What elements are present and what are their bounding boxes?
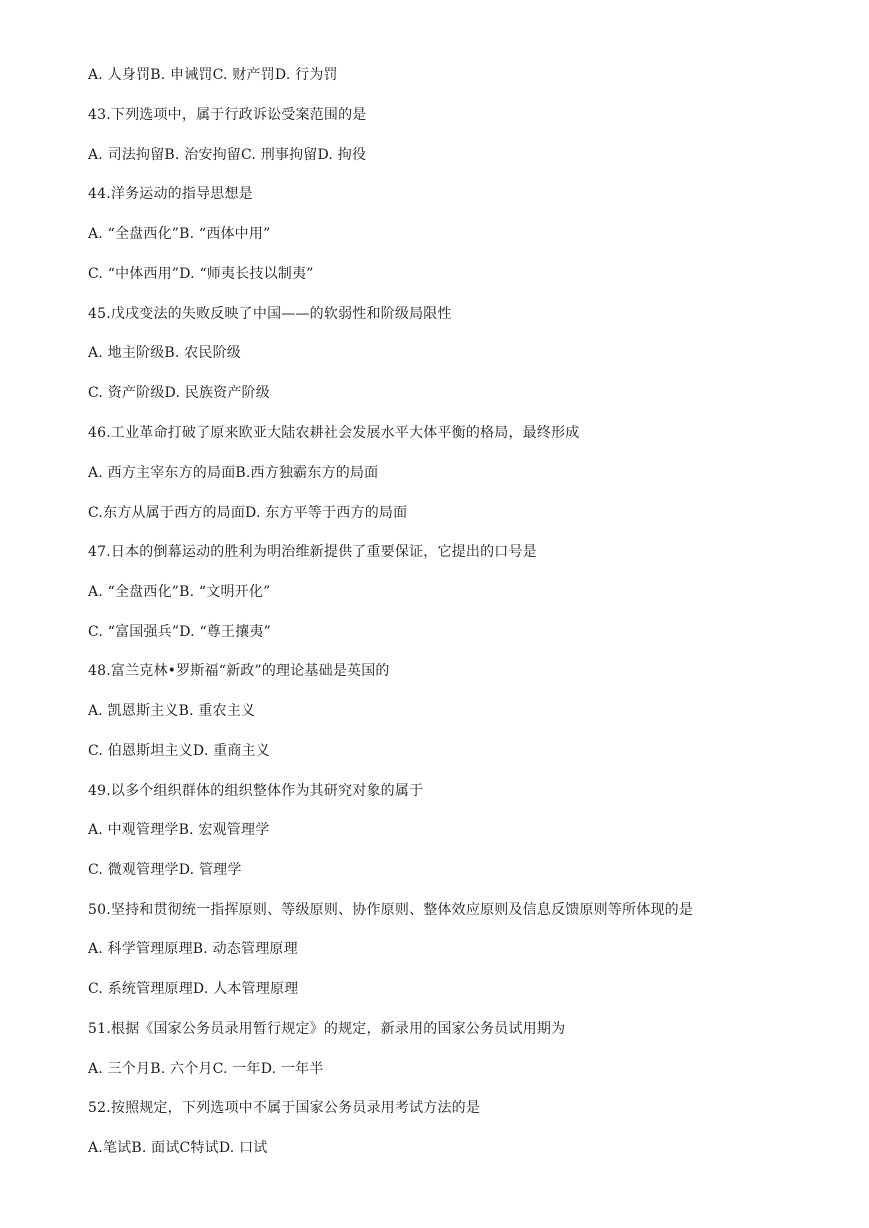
option-line-q49-a: A. 中观管理学B. 宏观管理学: [88, 822, 270, 838]
option-line-q45-b: C. 资产阶级D. 民族资产阶级: [88, 385, 270, 401]
option-line-q48-a: A. 凯恩斯主义B. 重农主义: [88, 703, 256, 719]
option-line-q47-b: C. “富国强兵”D. “尊王攘夷”: [88, 624, 271, 640]
question-43: 43.下列选项中，属于行政诉讼受案范围的是: [88, 107, 367, 123]
option-line-q50-a: A. 科学管理原理B. 动态管理原理: [88, 941, 298, 957]
option-line-q47-a: A. “全盘西化”B. “文明开化”: [88, 584, 271, 600]
question-47: 47.日本的倒幕运动的胜利为明治维新提供了重要保证，它提出的口号是: [88, 544, 537, 560]
question-49: 49.以多个组织群体的组织整体作为其研究对象的属于: [88, 783, 424, 799]
option-line-q42: A. 人身罚B. 申诫罚C. 财产罚D. 行为罚: [88, 67, 338, 83]
option-line-q46-b: C.东方从属于西方的局面D. 东方平等于西方的局面: [88, 505, 408, 521]
question-50: 50.坚持和贯彻统一指挥原则、等级原则、协作原则、整体效应原则及信息反馈原则等所体现的是: [88, 902, 694, 918]
option-line-q43: A. 司法拘留B. 治安拘留C. 刑事拘留D. 拘役: [88, 147, 367, 163]
question-48: 48.富兰克林•罗斯福“新政”的理论基础是英国的: [88, 663, 390, 679]
option-line-q49-b: C. 微观管理学D. 管理学: [88, 862, 242, 878]
question-46: 46.工业革命打破了原来欧亚大陆农耕社会发展水平大体平衡的格局，最终形成: [88, 425, 580, 441]
option-line-q52: A.笔试B. 面试C特试D. 口试: [88, 1140, 268, 1156]
question-44: 44.洋务运动的指导思想是: [88, 186, 253, 202]
option-line-q50-b: C. 系统管理原理D. 人本管理原理: [88, 981, 299, 997]
question-51: 51.根据《国家公务员录用暂行规定》的规定，新录用的国家公务员试用期为: [88, 1021, 566, 1037]
option-line-q45-a: A. 地主阶级B. 农民阶级: [88, 345, 241, 361]
question-52: 52.按照规定，下列选项中不属于国家公务员录用考试方法的是: [88, 1100, 481, 1116]
option-line-q44-b: C. “中体西用”D. “师夷长技以制夷”: [88, 266, 314, 282]
option-line-q46-a: A. 西方主宰东方的局面B.西方独霸东方的局面: [88, 465, 379, 481]
option-line-q48-b: C. 伯恩斯坦主义D. 重商主义: [88, 743, 270, 759]
option-line-q44-a: A. “全盘西化”B. “西体中用”: [88, 226, 271, 242]
option-line-q51: A. 三个月B. 六个月C. 一年D. 一年半: [88, 1061, 324, 1077]
question-45: 45.戊戌变法的失败反映了中国——的软弱性和阶级局限性: [88, 306, 452, 322]
